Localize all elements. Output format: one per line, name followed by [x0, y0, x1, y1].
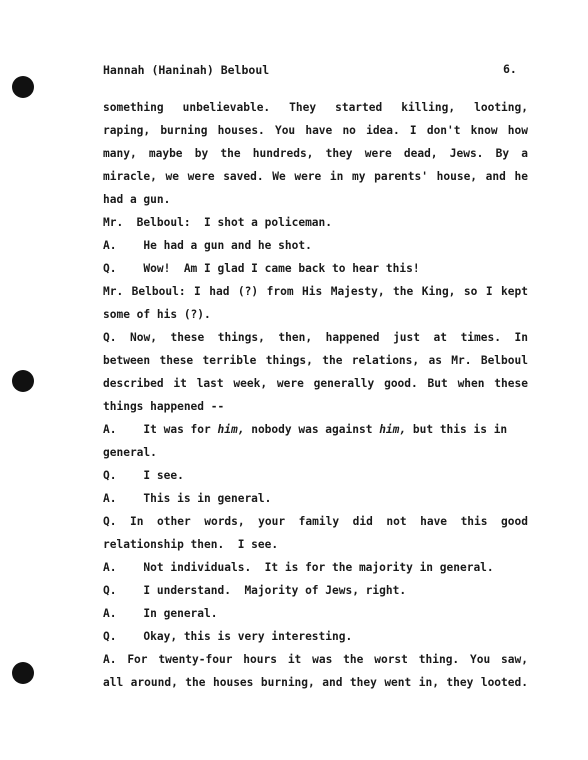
transcript-line: A. He had a gun and he shot.: [103, 239, 312, 252]
transcript-line: all around, the houses burning, and they went in, they looted.: [103, 676, 528, 689]
transcript-line: general.: [103, 446, 157, 459]
line-text: A. It was for: [103, 423, 218, 436]
transcript-line: things happened --: [103, 400, 225, 413]
transcript-line: Q. Now, these things, then, happened just at times. In: [103, 331, 528, 344]
transcript-line: Q. I see.: [103, 469, 184, 482]
transcript-line: A. For twenty-four hours it was the worst thing. You saw,: [103, 653, 528, 666]
transcript-line: Q. Okay, this is very interesting.: [103, 630, 353, 643]
transcript-line: something unbelievable. They started killing, looting,: [103, 101, 528, 114]
transcript-line: Q. Wow! Am I glad I came back to hear this!: [103, 262, 420, 275]
transcript-line: Q. In other words, your family did not have this good: [103, 515, 528, 528]
transcript-line: many, maybe by the hundreds, they were dead, Jews. By a: [103, 147, 528, 160]
transcript-line: Mr. Belboul: I had (?) from His Majesty, the King, so I kept: [103, 285, 528, 298]
transcript-line: Q. I understand. Majority of Jews, right.: [103, 584, 407, 597]
transcript-line: A. In general.: [103, 607, 218, 620]
transcript-line: miracle, we were saved. We were in my parents' house, and he: [103, 170, 528, 183]
transcript-body: [103, 96, 528, 694]
binder-hole: [12, 662, 34, 684]
transcript-line: had a gun.: [103, 193, 171, 206]
emphasis-text: him,: [217, 423, 245, 436]
transcript-line: between these terrible things, the relations, as Mr. Belboul: [103, 354, 528, 367]
binder-hole: [12, 76, 34, 98]
transcript-line: some of his (?).: [103, 308, 211, 321]
page-number: 6.: [503, 62, 517, 76]
transcript-line: raping, burning houses. You have no idea. I don't know how: [103, 124, 528, 137]
transcript-line: A. Not individuals. It is for the majority in general.: [103, 561, 494, 574]
transcript-line: [103, 418, 528, 441]
binder-hole: [12, 370, 34, 392]
emphasis-text: him,: [379, 423, 407, 436]
header-interviewee-name: Hannah (Haninah) Belboul: [103, 63, 270, 77]
line-text: nobody was against: [244, 423, 380, 436]
transcript-line: Mr. Belboul: I shot a policeman.: [103, 216, 333, 229]
transcript-line: described it last week, were generally good. But when these: [103, 377, 528, 390]
transcript-line: A. This is in general.: [103, 492, 272, 505]
transcript-line: relationship then. I see.: [103, 538, 279, 551]
line-text: but this is in: [406, 423, 508, 436]
